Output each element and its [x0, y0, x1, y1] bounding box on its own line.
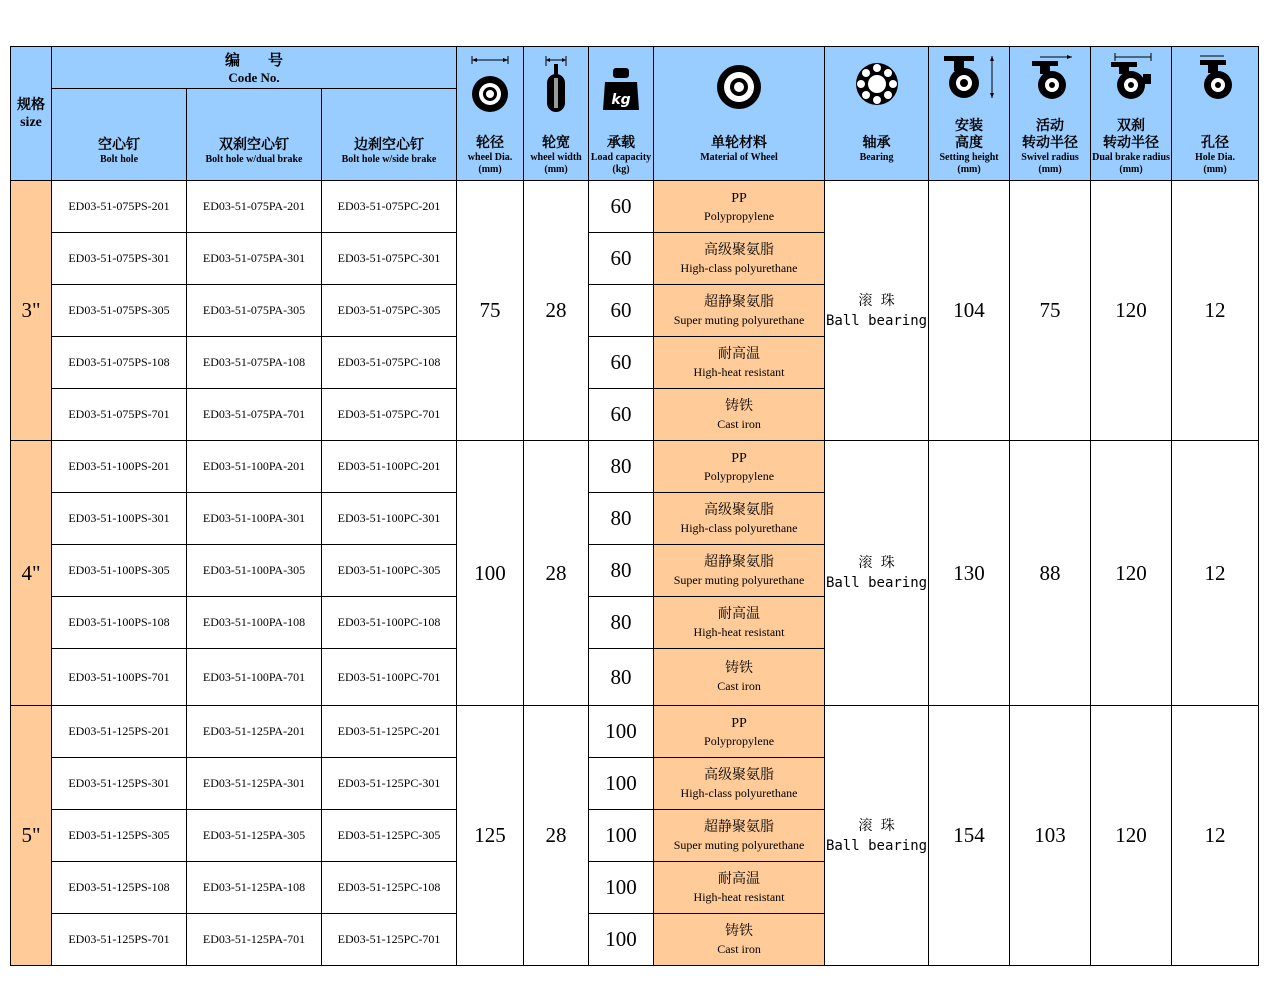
material-cell	[654, 337, 825, 389]
code-dual-brake: ED03-51-125PA-201	[187, 706, 322, 758]
code-bolt-hole: ED03-51-125PS-301	[52, 758, 187, 810]
wheel-dia-value: 125	[457, 706, 524, 966]
material-cell	[654, 597, 825, 649]
code-side-brake: ED03-51-125PC-301	[322, 758, 457, 810]
code-bolt-hole: ED03-51-100PS-201	[52, 441, 187, 493]
header-bolt-hole-en: Bolt hole	[99, 154, 139, 165]
load-value: 100	[589, 810, 654, 862]
header-wheel-dia-zh: 轮径	[476, 135, 505, 151]
code-side-brake: ED03-51-125PC-305	[322, 810, 457, 862]
swivel-radius-value: 103	[1010, 706, 1091, 966]
material-zh: 高级聚氨脂	[704, 242, 775, 258]
wheel-width-value: 28	[524, 181, 589, 441]
bearing-en: Ball bearing	[825, 312, 928, 329]
material-zh: 高级聚氨脂	[704, 502, 775, 518]
bearing-zh: 滚 珠	[858, 817, 895, 834]
header-hole-dia-zh: 孔径	[1201, 135, 1230, 151]
swivel-radius-value: 88	[1010, 441, 1091, 706]
code-dual-brake: ED03-51-075PA-305	[187, 285, 322, 337]
header-setting-height-zh1: 安装	[955, 118, 984, 134]
load-value: 60	[589, 233, 654, 285]
code-bolt-hole: ED03-51-075PS-305	[52, 285, 187, 337]
load-value: 80	[589, 493, 654, 545]
code-bolt-hole: ED03-51-125PS-701	[52, 914, 187, 966]
material-cell	[654, 706, 825, 758]
bearing-zh: 滚 珠	[858, 555, 895, 571]
size-cell: 4"	[11, 441, 52, 706]
code-side-brake: ED03-51-100PC-301	[322, 493, 457, 545]
header-dual-brake-zh: 双刹空心钉	[219, 138, 289, 153]
material-zh: 铸铁	[725, 923, 754, 939]
code-dual-brake: ED03-51-125PA-305	[187, 810, 322, 862]
bearing-cell	[825, 706, 929, 966]
header-setting-height-unit: (mm)	[957, 163, 981, 175]
size-cell: 3"	[11, 181, 52, 441]
code-bolt-hole: ED03-51-125PS-201	[52, 706, 187, 758]
code-bolt-hole: ED03-51-075PS-301	[52, 233, 187, 285]
header-wheel-dia	[457, 47, 524, 181]
material-zh: PP	[731, 190, 747, 206]
code-side-brake: ED03-51-125PC-701	[322, 914, 457, 966]
header-wheel-width-zh: 轮宽	[542, 135, 571, 151]
header-hole-dia	[1172, 47, 1259, 181]
header-wheel-dia-en: wheel Dia.	[467, 151, 513, 163]
material-zh: 耐高温	[718, 346, 761, 362]
wheel-dia-value: 75	[457, 181, 524, 441]
material-en: Polypropylene	[704, 468, 775, 483]
code-dual-brake: ED03-51-075PA-701	[187, 389, 322, 441]
load-value: 100	[589, 758, 654, 810]
table-body	[11, 181, 1259, 966]
material-cell	[654, 862, 825, 914]
wheel-width-icon	[524, 52, 588, 122]
header-bolt-hole	[52, 89, 187, 181]
header-side-brake	[322, 89, 457, 181]
material-en: Cast iron	[717, 416, 761, 431]
load-value: 100	[589, 862, 654, 914]
wheel-diameter-icon	[457, 52, 523, 122]
header-size-zh: 规格	[17, 97, 45, 113]
header-dual-brake-radius-zh1: 双刹	[1117, 118, 1146, 134]
material-en: Super muting polyurethane	[673, 312, 805, 327]
header-bolt-hole-zh: 空心钉	[98, 138, 140, 153]
header-wheel-width	[524, 47, 589, 181]
hole-diameter-icon	[1172, 52, 1258, 102]
header-swivel-radius-unit: (mm)	[1038, 163, 1062, 175]
bearing-cell	[825, 181, 929, 441]
code-bolt-hole: ED03-51-100PS-305	[52, 545, 187, 597]
setting-height-value: 130	[929, 441, 1010, 706]
material-en: High-class polyurethane	[680, 260, 798, 275]
header-wheel-dia-unit: (mm)	[478, 163, 502, 175]
material-zh: 超静聚氨脂	[704, 294, 775, 310]
code-dual-brake: ED03-51-075PA-108	[187, 337, 322, 389]
code-bolt-hole: ED03-51-125PS-108	[52, 862, 187, 914]
table-row	[11, 706, 1259, 758]
code-side-brake: ED03-51-075PC-701	[322, 389, 457, 441]
header-code-en: Code No.	[228, 70, 280, 85]
code-side-brake: ED03-51-100PC-201	[322, 441, 457, 493]
code-bolt-hole: ED03-51-125PS-305	[52, 810, 187, 862]
header-size	[11, 47, 52, 181]
wheel-width-value: 28	[524, 706, 589, 966]
bearing-en: Ball bearing	[825, 575, 928, 591]
material-en: Super muting polyurethane	[673, 837, 805, 852]
header-hole-dia-en: Hole Dia.	[1195, 151, 1236, 163]
code-side-brake: ED03-51-075PC-108	[322, 337, 457, 389]
material-en: High-heat resistant	[693, 624, 785, 639]
load-value: 100	[589, 706, 654, 758]
hole-dia-value: 12	[1172, 441, 1259, 706]
material-en: Polypropylene	[704, 733, 775, 748]
table-row	[11, 441, 1259, 493]
size-cell: 5"	[11, 706, 52, 966]
code-bolt-hole: ED03-51-100PS-108	[52, 597, 187, 649]
material-cell	[654, 181, 825, 233]
bearing-cell	[825, 441, 929, 706]
material-zh: 耐高温	[718, 871, 761, 887]
material-cell	[654, 914, 825, 966]
bearing-zh: 滚 珠	[858, 292, 895, 309]
header-bearing-zh: 轴承	[862, 135, 891, 151]
header-swivel-radius-en: Swivel radius	[1021, 151, 1079, 163]
dual-brake-radius-value: 120	[1091, 181, 1172, 441]
code-bolt-hole: ED03-51-075PS-701	[52, 389, 187, 441]
material-zh: 高级聚氨脂	[704, 767, 775, 783]
header-dual-brake-radius-zh2: 转动半径	[1103, 135, 1160, 151]
header-size-en: size	[20, 114, 42, 130]
table-row	[11, 181, 1259, 233]
material-cell	[654, 389, 825, 441]
code-dual-brake: ED03-51-100PA-201	[187, 441, 322, 493]
bearing-icon	[825, 52, 928, 122]
load-value: 100	[589, 914, 654, 966]
setting-height-icon	[929, 52, 1009, 102]
load-value: 80	[589, 649, 654, 706]
material-cell	[654, 233, 825, 285]
header-setting-height-zh2: 高度	[955, 135, 984, 151]
swivel-radius-value: 75	[1010, 181, 1091, 441]
material-en: High-heat resistant	[693, 889, 785, 904]
hole-dia-value: 12	[1172, 706, 1259, 966]
material-en: High-class polyurethane	[680, 520, 798, 535]
caster-spec-table	[10, 46, 1259, 966]
load-value: 60	[589, 181, 654, 233]
material-cell	[654, 441, 825, 493]
swivel-radius-icon	[1010, 52, 1090, 102]
material-en: High-class polyurethane	[680, 785, 798, 800]
bearing-en: Ball bearing	[825, 837, 928, 854]
code-bolt-hole: ED03-51-100PS-301	[52, 493, 187, 545]
load-value: 60	[589, 389, 654, 441]
header-material	[654, 47, 825, 181]
wheel-dia-value: 100	[457, 441, 524, 706]
load-value: 80	[589, 545, 654, 597]
header-bearing-en: Bearing	[859, 151, 894, 163]
dual-brake-radius-value: 120	[1091, 706, 1172, 966]
code-dual-brake: ED03-51-100PA-108	[187, 597, 322, 649]
header-hole-dia-unit: (mm)	[1203, 163, 1227, 175]
header-wheel-width-en: wheel width	[530, 151, 582, 163]
header-wheel-width-unit: (mm)	[544, 163, 568, 175]
load-value: 60	[589, 285, 654, 337]
wheel-width-value: 28	[524, 441, 589, 706]
header-load	[589, 47, 654, 181]
material-en: Cast iron	[717, 679, 761, 693]
header-dual-brake	[187, 89, 322, 181]
header-side-brake-zh: 边刹空心钉	[354, 138, 425, 153]
material-cell	[654, 810, 825, 862]
material-en: Super muting polyurethane	[673, 572, 805, 587]
code-side-brake: ED03-51-125PC-201	[322, 706, 457, 758]
material-cell	[654, 285, 825, 337]
code-side-brake: ED03-51-100PC-305	[322, 545, 457, 597]
code-dual-brake: ED03-51-075PA-201	[187, 181, 322, 233]
header-setting-height-en: Setting height	[939, 151, 999, 163]
header-swivel-radius-zh1: 活动	[1036, 118, 1065, 134]
header-swivel-radius	[1010, 47, 1091, 181]
header-bearing	[825, 47, 929, 181]
code-dual-brake: ED03-51-100PA-301	[187, 493, 322, 545]
material-cell	[654, 649, 825, 706]
code-side-brake: ED03-51-100PC-108	[322, 597, 457, 649]
header-dual-brake-en: Bolt hole w/dual brake	[205, 154, 303, 165]
header-load-unit: (kg)	[612, 163, 630, 175]
material-zh: 超静聚氨脂	[704, 819, 775, 835]
code-side-brake: ED03-51-075PC-301	[322, 233, 457, 285]
material-zh: 铸铁	[725, 398, 754, 414]
setting-height-value: 154	[929, 706, 1010, 966]
code-bolt-hole: ED03-51-100PS-701	[52, 649, 187, 706]
load-value: 60	[589, 337, 654, 389]
code-side-brake: ED03-51-100PC-701	[322, 649, 457, 706]
material-cell	[654, 493, 825, 545]
material-cell	[654, 545, 825, 597]
material-zh: PP	[731, 450, 747, 466]
header-load-en: Load capacity	[590, 151, 652, 163]
header-side-brake-en: Bolt hole w/side brake	[341, 154, 437, 165]
wheel-material-icon	[654, 52, 824, 122]
code-side-brake: ED03-51-075PC-305	[322, 285, 457, 337]
material-en: Polypropylene	[704, 208, 775, 223]
code-dual-brake: ED03-51-125PA-301	[187, 758, 322, 810]
code-side-brake: ED03-51-125PC-108	[322, 862, 457, 914]
header-dual-brake-radius-unit: (mm)	[1119, 163, 1143, 175]
dual-brake-radius-value: 120	[1091, 441, 1172, 706]
code-bolt-hole: ED03-51-075PS-108	[52, 337, 187, 389]
header-code-group	[52, 47, 457, 89]
load-value: 80	[589, 441, 654, 493]
hole-dia-value: 12	[1172, 181, 1259, 441]
header-dual-brake-radius	[1091, 47, 1172, 181]
setting-height-value: 104	[929, 181, 1010, 441]
material-en: High-heat resistant	[693, 364, 785, 379]
code-dual-brake: ED03-51-125PA-108	[187, 862, 322, 914]
header-swivel-radius-zh2: 转动半径	[1022, 135, 1079, 151]
code-dual-brake: ED03-51-075PA-301	[187, 233, 322, 285]
header-material-zh: 单轮材料	[711, 135, 768, 151]
code-dual-brake: ED03-51-100PA-701	[187, 649, 322, 706]
load-value: 80	[589, 597, 654, 649]
code-bolt-hole: ED03-51-075PS-201	[52, 181, 187, 233]
svg-text:kg: kg	[611, 91, 631, 108]
header-material-en: Material of Wheel	[700, 151, 778, 163]
code-dual-brake: ED03-51-100PA-305	[187, 545, 322, 597]
header-dual-brake-radius-en: Dual brake radius	[1092, 151, 1170, 163]
material-zh: PP	[731, 715, 747, 731]
material-cell	[654, 758, 825, 810]
material-zh: 铸铁	[725, 661, 754, 676]
material-zh: 耐高温	[718, 606, 761, 622]
header-code-zh: 编号	[225, 53, 312, 69]
header-load-zh: 承载	[607, 135, 636, 151]
material-zh: 超静聚氨脂	[704, 554, 775, 570]
dual-brake-radius-icon	[1091, 52, 1171, 102]
weight-kg-icon	[589, 52, 653, 122]
code-side-brake: ED03-51-075PC-201	[322, 181, 457, 233]
material-en: Cast iron	[717, 941, 761, 956]
header-setting-height	[929, 47, 1010, 181]
code-dual-brake: ED03-51-125PA-701	[187, 914, 322, 966]
